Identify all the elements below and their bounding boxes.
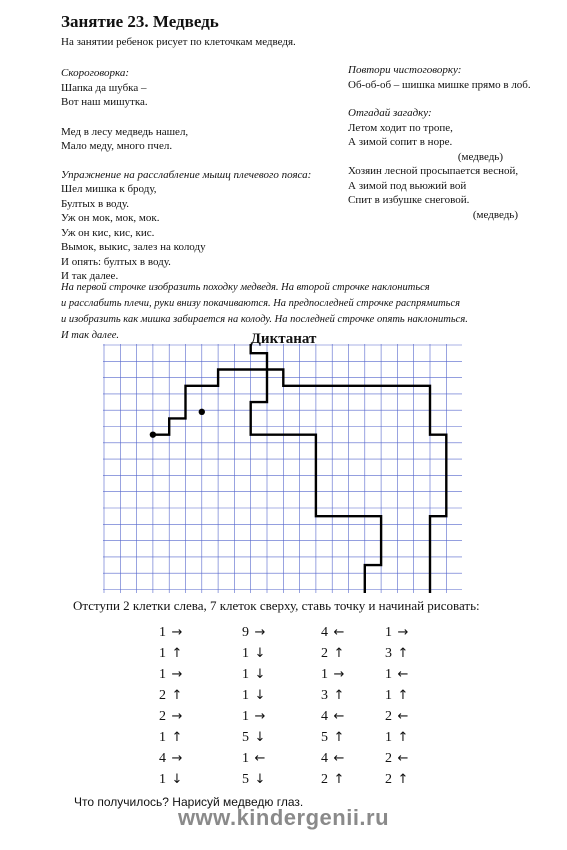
arrow-right-icon: → [171,667,183,682]
arrow-up-icon: ↑ [333,730,345,745]
arrow-down-icon: ↓ [254,730,266,745]
dictation-step [378,748,414,769]
riddle-label: Отгадай загадку: [348,107,432,119]
arrow-right-icon: → [254,709,266,724]
dictation-step [378,664,414,685]
arrow-up-icon: ↑ [171,688,183,703]
step-count: 2 [159,708,166,724]
arrow-right-icon: → [171,751,183,766]
dictation-step [152,643,188,664]
step-count: 1 [385,687,392,703]
dictation-column [235,622,271,790]
arrow-down-icon: ↓ [254,646,266,661]
arrow-up-icon: ↑ [397,688,409,703]
watermark-url: www.kindergenii.ru [177,805,390,830]
arrow-down-icon: ↓ [254,688,266,703]
left-column [61,66,311,284]
exercise-line: И опять: бултых в воду. [61,255,171,268]
tongue-line: Вот наш мишутка. [61,96,148,108]
arrow-left-icon: ← [254,751,266,766]
start-instruction: Отступи 2 клетки слева, 7 клеток сверху, ставь точку и начинай рисовать: [73,598,480,613]
dictation-step [152,727,188,748]
arrow-right-icon: → [333,667,345,682]
step-count: 1 [242,750,249,766]
dictation-step [235,685,271,706]
dictation-step [378,769,414,790]
poem-line: Мало меду, много пчел. [61,140,173,152]
dictation-step [152,685,188,706]
exercise-line: Бултых в воду. [61,197,129,210]
dictation-step [235,727,271,748]
arrow-down-icon: ↓ [171,772,183,787]
step-count: 1 [159,645,166,661]
arrow-up-icon: ↑ [171,730,183,745]
dictation-step [314,643,350,664]
arrow-up-icon: ↑ [171,646,183,661]
instruction-line: На первой строчке изобразить походку медведя. На второй строчке наклониться [61,282,430,293]
repeat-label: Повтори чистоговорку: [348,64,462,76]
arrow-down-icon: ↓ [254,667,266,682]
arrow-left-icon: ← [397,667,409,682]
arrow-up-icon: ↑ [333,772,345,787]
arrow-left-icon: ← [333,751,345,766]
dictation-step [235,643,271,664]
dictation-step [314,748,350,769]
dictation-column [378,622,414,790]
dictation-step [235,769,271,790]
exercise-line: Уж он мок, мок, мок. [61,212,160,224]
step-count: 3 [321,687,328,703]
arrow-down-icon: ↓ [254,772,266,787]
step-count: 1 [385,624,392,640]
step-count: 1 [159,729,166,745]
dictation-step [378,706,414,727]
right-column [348,63,548,222]
step-count: 4 [159,750,166,766]
arrow-right-icon: → [171,625,183,640]
dictation-step [235,664,271,685]
step-count: 1 [159,666,166,682]
riddle-line: Хозяин лесной просыпается весной, [348,165,519,177]
step-count: 9 [242,624,249,640]
exercise-line: Шел мишка к броду, [61,183,157,195]
step-count: 2 [385,771,392,787]
bear-eye [199,409,205,415]
riddle-line: А зимой под вьюжий вой [348,179,467,192]
step-count: 5 [242,729,249,745]
dictation-step [378,622,414,643]
dictation-column [152,622,188,790]
arrow-up-icon: ↑ [397,772,409,787]
step-count: 1 [242,645,249,661]
dictation-title: Диктанат [250,331,317,347]
instruction-line: и расслабить плечи, руки внизу покачиваются. На предпоследней строчке распрямиться [61,298,461,309]
exercise-line: И так далее. [61,270,119,282]
repeat-text: Об-об-об – шишка мишке прямо в лоб. [348,78,531,91]
arrow-right-icon: → [171,709,183,724]
arrow-left-icon: ← [397,751,409,766]
step-count: 2 [385,750,392,766]
step-count: 1 [159,771,166,787]
dictation-step [235,706,271,727]
step-count: 1 [242,666,249,682]
dictation-column [314,622,350,790]
dictation-step [314,685,350,706]
dictation-step [235,622,271,643]
instruction-line: и изобразить как мишка забирается на колоду. На последней строчке опять наклониться. [61,314,468,325]
step-count: 4 [321,750,328,766]
tongue-twister-label: Скороговорка: [61,67,130,79]
dictation-step [314,727,350,748]
step-count: 3 [385,645,392,661]
tongue-line: Шапка да шубка – [61,81,147,94]
step-count: 2 [159,687,166,703]
dictation-step [235,748,271,769]
dictation-step [152,664,188,685]
riddle-answer: (медведь) [457,150,503,163]
poem-line: Мед в лесу медведь нашел, [61,125,189,138]
step-count: 2 [385,708,392,724]
page-title: Занятие 23. Медведь [61,12,219,31]
riddle-line: Спит в избушке снеговой. [348,194,470,206]
exercise-label: Упражнение на расслабление мышц плечевого пояса: [61,168,312,181]
step-count: 2 [321,645,328,661]
exercise-line: Уж он кис, кис, кис. [61,226,155,239]
dictation-step [152,748,188,769]
arrow-left-icon: ← [333,625,345,640]
final-question: Что получилось? Нарисуй медведю глаз. [74,795,304,809]
step-count: 1 [159,624,166,640]
riddle-line: А зимой сопит в норе. [348,136,453,148]
arrow-left-icon: ← [397,709,409,724]
step-count: 2 [321,771,328,787]
arrow-up-icon: ↑ [397,646,409,661]
dictation-step [378,727,414,748]
start-dot [150,431,156,437]
step-count: 5 [242,771,249,787]
arrow-up-icon: ↑ [333,646,345,661]
dictation-step [314,664,350,685]
riddle-line: Летом ходит по тропе, [348,121,453,134]
arrow-up-icon: ↑ [333,688,345,703]
dictation-step [152,622,188,643]
page-subtitle: На занятии ребенок рисует по клеточкам медведя. [61,36,296,48]
dictation-step [314,769,350,790]
step-count: 1 [242,708,249,724]
instruction-line: И так далее. [61,330,120,341]
dictation-step [152,706,188,727]
exercise-line: Вымок, выкис, залез на колоду [61,241,206,253]
riddle-answer: (медведь) [472,208,518,221]
arrow-right-icon: → [254,625,266,640]
bear-drawing [103,344,462,593]
step-count: 4 [321,708,328,724]
step-count: 1 [242,687,249,703]
step-count: 4 [321,624,328,640]
dictation-step [314,622,350,643]
step-count: 1 [385,666,392,682]
step-count: 5 [321,729,328,745]
dictation-step [152,769,188,790]
arrow-left-icon: ← [333,709,345,724]
dictation-step [378,685,414,706]
graph-paper-grid [103,344,462,593]
step-count: 1 [321,666,328,682]
step-count: 1 [385,729,392,745]
dictation-step [314,706,350,727]
dictation-step [378,643,414,664]
arrow-up-icon: ↑ [397,730,409,745]
arrow-right-icon: → [397,625,409,640]
